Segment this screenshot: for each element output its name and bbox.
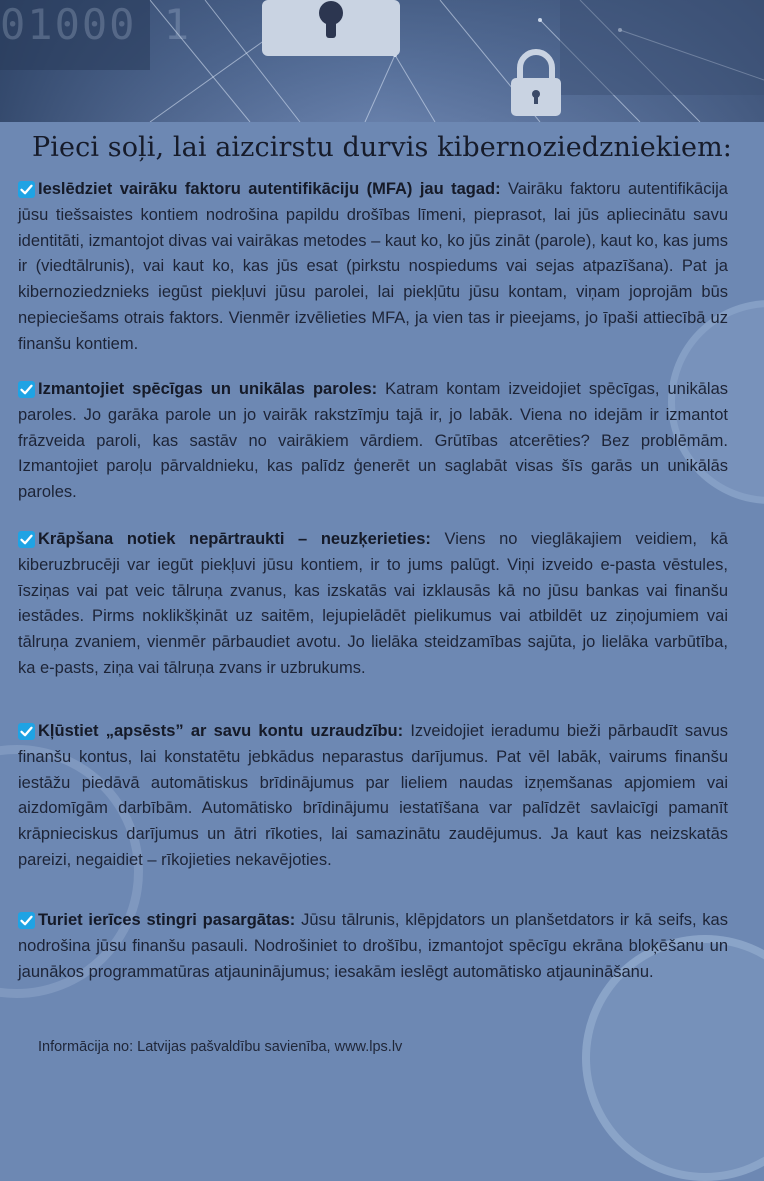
main-content [0, 122, 764, 1080]
step-monitoring [18, 719, 728, 874]
step-heading: Izmantojiet spēcīgas un unikālas paroles: [38, 380, 378, 398]
step-heading: Ieslēdziet vairāku faktoru autentifikāciju (MFA) jau tagad: [38, 180, 501, 198]
step-devices [18, 908, 728, 985]
step-body: Vairāku faktoru autentifikācija jūsu tiešsaistes kontiem nodrošina papildu drošības līmeni, pieprasot, lai jūs apliecinātu savu identitāti, izmantojot divas vai vairākas metodes – kaut ko, ko jūs zināt (parole), kaut ko, kas jums ir (viedtālrunis), vai kaut ko, kas jūs esat (pirkstu nospiedums vai sejas atpazīšana). Pat ja kibernoziedznieks iegūst piekļuvi jūsu parolei, lai piekļūtu jūsu kontam, viņam joprojām būs nepieciešams otrais faktors. Vienmēr izvēlieties MFA, ja vien tas ir pieejams, jo īpaši attiecībā uz finanšu kontiem. [18, 180, 728, 353]
step-body: Viens no vieglākajiem veidiem, kā kiberuzbrucēji var iegūt piekļuvi jūsu kontiem, ir to jums palūgt. Viņi izveido e-pasta vēstules, īsziņas vai pat veic tālruņa zvanus, kas izskatās vai izklausās kā no jūsu bankas vai finanšu iestādes. Pirms noklikšķināt uz saitēm, lejupielādēt pielikumus vai atbildēt uz ziņojumiem vai tālruņa zvaniem, vienmēr pārbaudiet avotu. Jo lielāka steidzamības sajūta, jo lielāka varbūtība, ka e-pasts, ziņa vai tālruņa zvans ir uzbrukums. [18, 530, 728, 677]
checkmark-icon [18, 531, 35, 548]
page-title: Pieci soļi, lai aizcirstu durvis kibernoziedzniekiem: [32, 132, 732, 163]
step-body: Jūsu tālrunis, klēpjdators un planšetdators ir kā seifs, kas nodrošina jūsu finanšu pasauli. Nodrošiniet to drošību, izmantojot spēcīgu ekrāna bloķēšanu un jaunākos programmatūras atjauninājumus; iesakām ieslēgt automātisko atjaunināšanu. [18, 911, 728, 981]
checkmark-icon [18, 381, 35, 398]
hero-digits: 01000 1 [0, 0, 192, 49]
step-heading: Turiet ierīces stingri pasargātas: [38, 911, 296, 929]
source-note: Informācija no: Latvijas pašvaldību savienība, www.lps.lv [38, 1039, 403, 1055]
keyhole-icon [262, 0, 400, 56]
checkmark-icon [18, 181, 35, 198]
step-mfa [18, 177, 728, 358]
step-heading: Krāpšana notiek nepārtraukti – neuzķerieties: [38, 530, 431, 548]
step-phishing [18, 527, 728, 682]
step-body: Izveidojiet ieradumu bieži pārbaudīt savus finanšu kontus, lai konstatētu jebkādus neparastus darījumus. Pat vēl labāk, vairums finanšu iestāžu piedāvā automātiskus brīdinājumus par lieliem naudas izņemšanas apjomiem vai aizdomīgām darbībām. Automātisko brīdinājumu iestatīšana var palīdzēt savlaicīgi pamanīt krāpnieciskus darījumus un ātri rīkoties, lai samazinātu zaudējumus. Ja kaut kas neizskatās pareizi, negaidiet – rīkojieties nekavējoties. [18, 722, 728, 869]
checkmark-icon [18, 912, 35, 929]
step-passwords [18, 377, 728, 506]
checkmark-icon [18, 723, 35, 740]
hero-image [0, 0, 764, 122]
step-heading: Kļūstiet „apsēsts” ar savu kontu uzraudzību: [38, 722, 404, 740]
step-body: Katram kontam izveidojiet spēcīgas, unikālas paroles. Jo garāka parole un jo vairāk rakstzīmju tajā ir, jo labāk. Viena no idejām ir izmantot frāzveida paroli, kas sastāv no vairākiem vārdiem. Grūtības atcerēties? Bez problēmām. Izmantojiet paroļu pārvaldnieku, kas palīdz ģenerēt un saglabāt visas šīs garās un unikālās paroles. [18, 380, 729, 502]
